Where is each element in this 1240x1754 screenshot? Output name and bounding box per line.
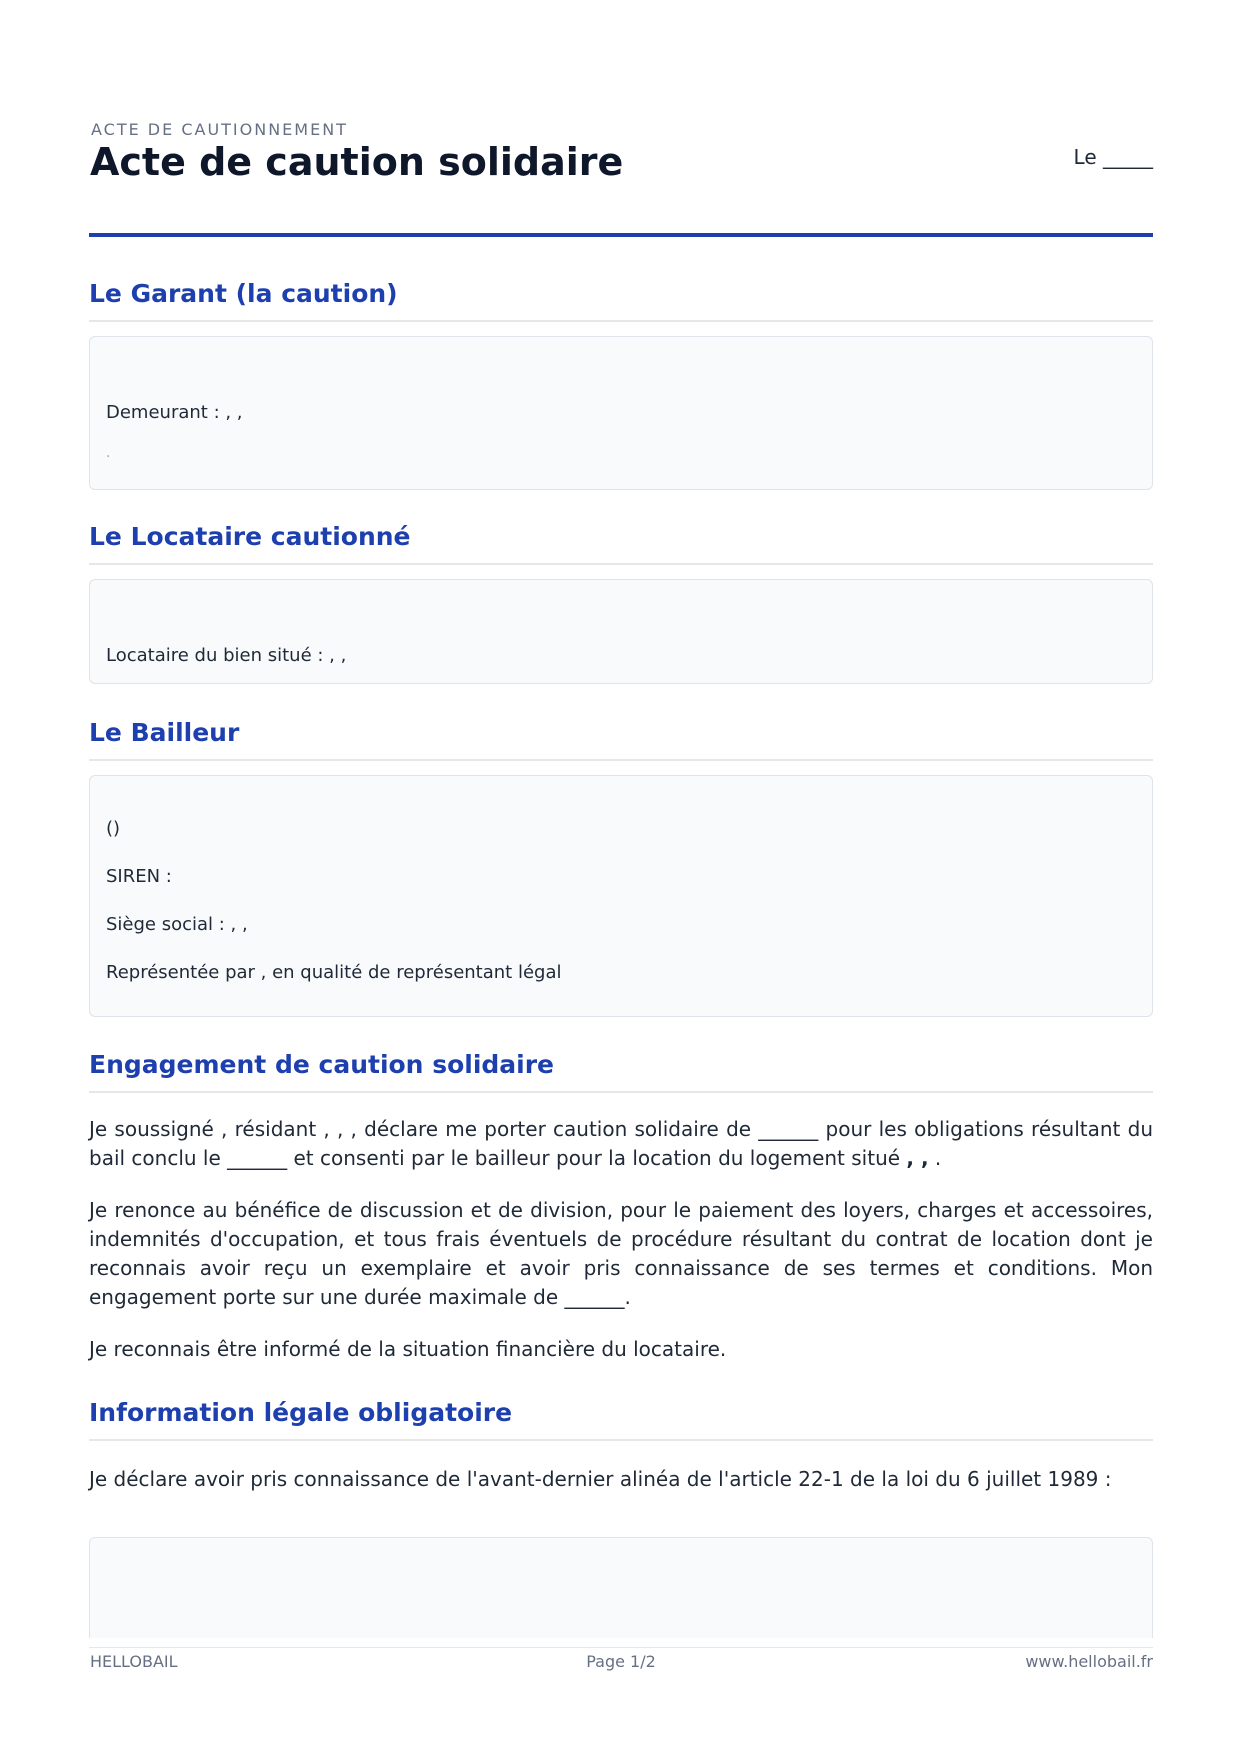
locataire-property: Locataire du bien situé : , , [106,645,347,666]
engagement-p1-text: Je soussigné , résidant , , , déclare me porter caution solidaire de ______ pour les obligations résultant du bail conclu le ______ et consenti par le bailleur pour la location du logement situé [89,1117,1153,1170]
footer-website-link[interactable]: www.hellobail.fr [1025,1652,1153,1671]
footer-brand: HELLOBAIL [90,1652,178,1671]
bailleur-box [89,775,1153,1017]
engagement-p1-bold: , , [906,1146,929,1170]
section-title-garant: Le Garant (la caution) [89,278,1153,322]
information-paragraph-1: Je déclare avoir pris connaissance de l'avant-dernier alinéa de l'article 22-1 de la loi du 6 juillet 1989 : [89,1467,1112,1491]
section-title-engagement: Engagement de caution solidaire [89,1049,1153,1093]
header-divider [89,233,1153,237]
engagement-paragraph-1 [89,1115,1153,1173]
locataire-box [89,579,1153,684]
bailleur-represented: Représentée par , en qualité de représentant légal [106,962,562,983]
bailleur-siege: Siège social : , , [106,914,248,935]
garant-address: Demeurant : , , [106,402,243,423]
engagement-p1-end: . [928,1146,942,1170]
engagement-paragraph-3: Je reconnais être informé de la situation financière du locataire. [89,1337,727,1361]
document-date: Le _____ [1073,145,1153,169]
information-box [89,1537,1153,1638]
section-title-bailleur: Le Bailleur [89,717,1153,761]
document-kicker: ACTE DE CAUTIONNEMENT [91,120,348,139]
footer-divider [89,1647,1153,1648]
engagement-paragraph-2: Je renonce au bénéfice de discussion et de division, pour le paiement des loyers, charges et accessoires, indemnités d'occupation, et tous frais éventuels de procédure résultant du contrat de location dont je reconnais avoir reçu un exemplaire et avoir pris connaissance de ses termes et conditions. Mon engagement porte sur une durée maximale de ______. [89,1198,1153,1309]
document-page [89,0,1153,1754]
bailleur-name: () [106,818,121,839]
section-title-information: Information légale obligatoire [89,1397,1153,1441]
document-title: Acte de caution solidaire [90,140,624,184]
garant-extra: . [106,445,111,461]
footer-page-number: Page 1/2 [586,1652,656,1671]
bailleur-siren: SIREN : [106,866,172,887]
garant-box [89,336,1153,490]
section-title-locataire: Le Locataire cautionné [89,521,1153,565]
